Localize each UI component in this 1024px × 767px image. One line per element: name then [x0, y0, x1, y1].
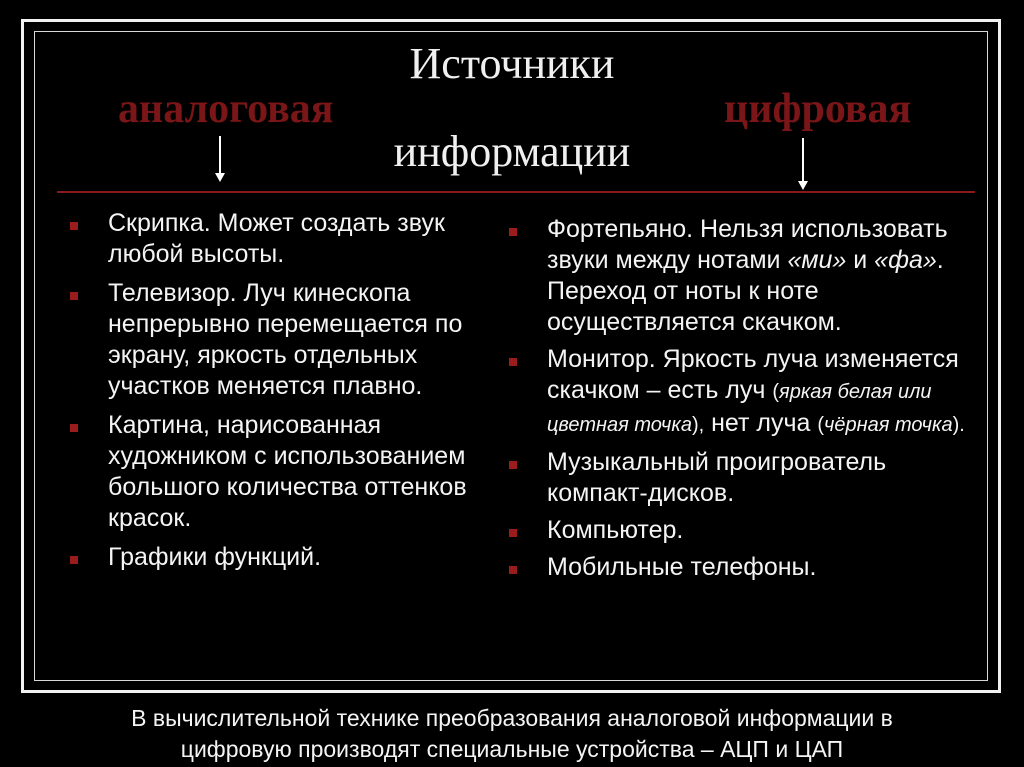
list-item: Скрипка. Может создать звук любой высоты. [66, 208, 476, 270]
square-bullet-icon [509, 566, 517, 574]
arrow-down-icon [219, 136, 221, 174]
title-line-2: информации [393, 127, 631, 176]
list-item: Компьютер. [505, 515, 975, 546]
title-line-1: Источники [409, 39, 615, 88]
divider-line [57, 191, 975, 193]
square-bullet-icon [509, 529, 517, 537]
digital-list [505, 208, 975, 589]
list-item: Телевизор. Луч кинескопа непрерывно перемещается по экрану, яркость отдельных участков меняется плавно. [66, 278, 476, 402]
analog-list [66, 208, 476, 581]
footer-note [0, 703, 1024, 765]
square-bullet-icon [509, 461, 517, 469]
square-bullet-icon [509, 228, 517, 236]
list-item: Графики функций. [66, 542, 476, 573]
digital-label: цифровая [724, 86, 912, 132]
analog-label: аналоговая [118, 86, 334, 132]
footer-line-1: В вычислительной технике преобразования аналоговой информации в [131, 705, 893, 731]
list-item: Монитор. Яркость луча изменяется скачком – есть луч (яркая белая или цветная точка), нет луча (чёрная точка). [505, 344, 975, 441]
footer-line-2: цифровую производят специальные устройства – АЦП и ЦАП [180, 736, 844, 762]
square-bullet-icon [70, 222, 78, 230]
list-item: Музыкальный проигрователь компакт-дисков. [505, 447, 975, 509]
list-item: Мобильные телефоны. [505, 552, 975, 583]
list-item: Картина, нарисованная художником с использованием большого количества оттенков красок. [66, 410, 476, 534]
square-bullet-icon [509, 358, 517, 366]
square-bullet-icon [70, 292, 78, 300]
square-bullet-icon [70, 556, 78, 564]
list-item: Фортепьяно. Нельзя использовать звуки между нотами «ми» и «фа». Переход от ноты к ноте осуществляется скачком. [505, 214, 975, 338]
arrow-down-icon [802, 138, 804, 182]
square-bullet-icon [70, 424, 78, 432]
